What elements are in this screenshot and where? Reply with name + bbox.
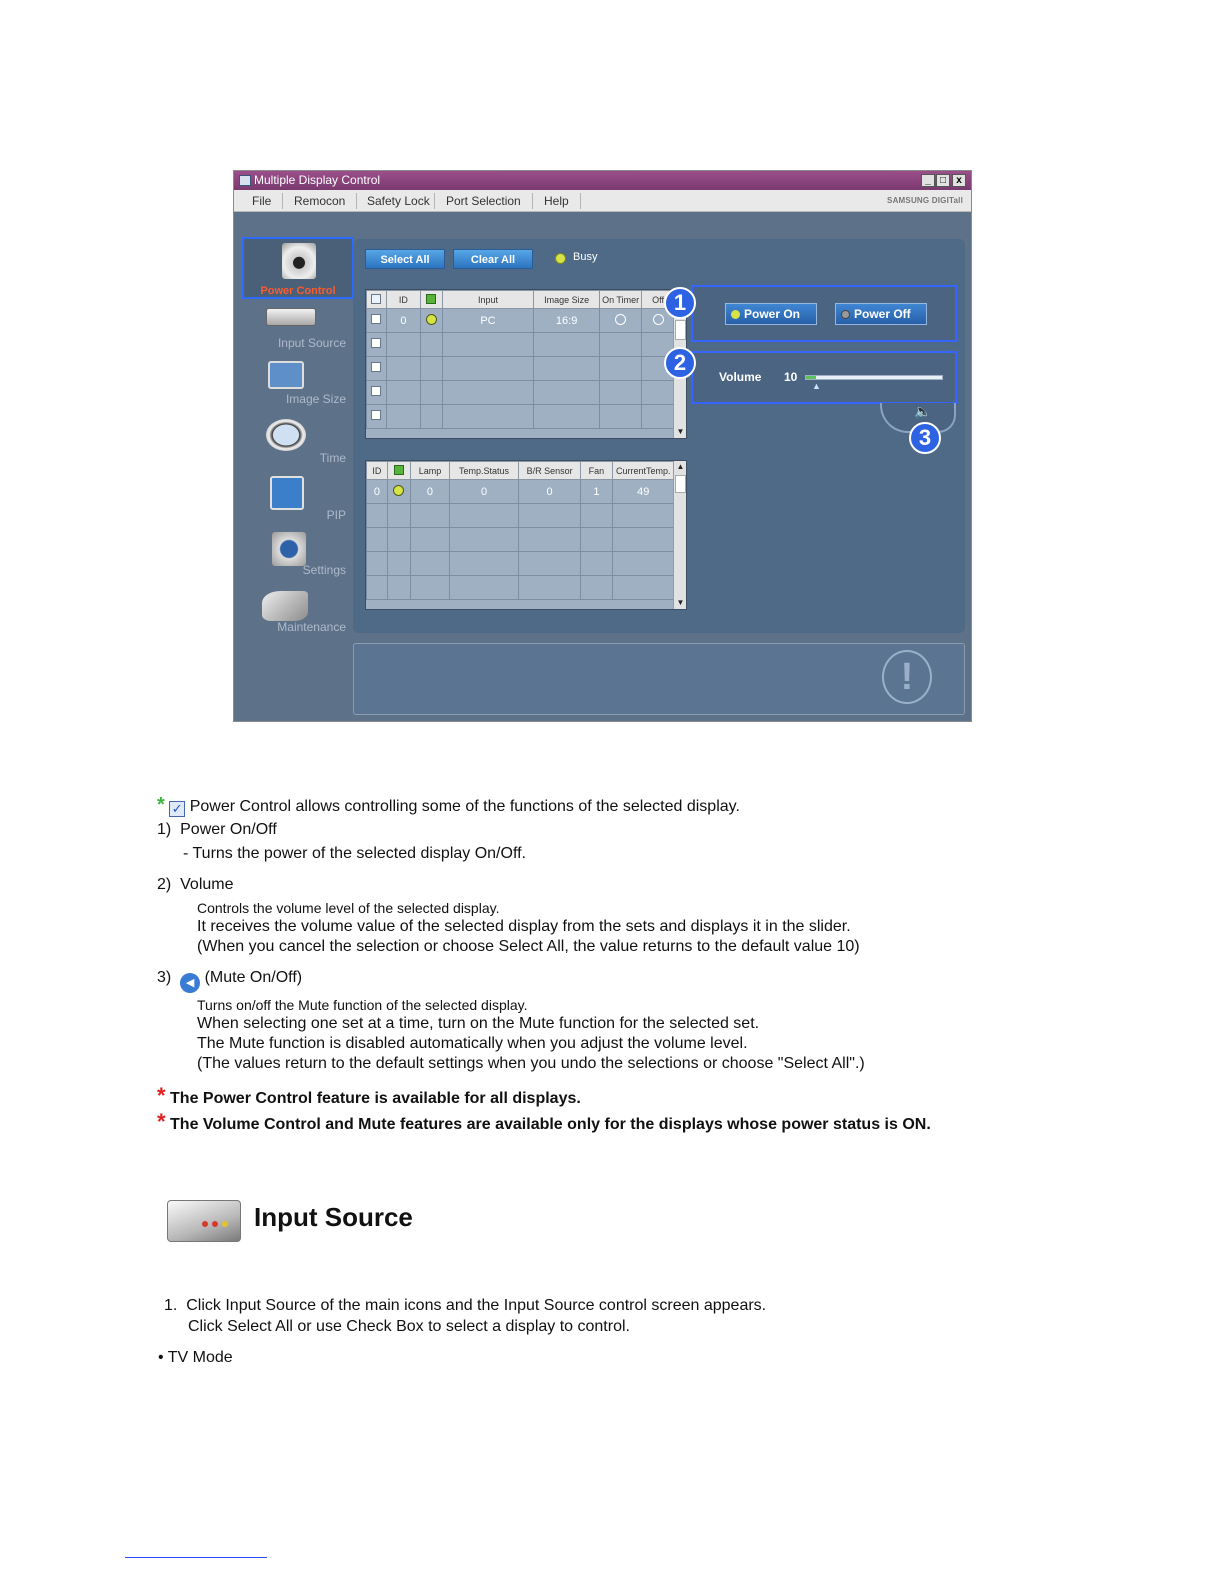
cell-temp-status: 0 xyxy=(450,480,519,504)
col-current-temp: CurrentTemp. xyxy=(612,462,674,480)
speaker-icon[interactable]: 🔈 xyxy=(914,403,932,419)
sidebar-item-image-size[interactable] xyxy=(242,359,354,409)
intro-line xyxy=(157,794,740,817)
select-all-checkbox[interactable] xyxy=(367,291,387,309)
item-2-line-3: (When you cancel the selection or choose Select All, the value returns to the default value 10) xyxy=(197,938,860,955)
app-icon xyxy=(239,175,251,186)
window-title: Multiple Display Control xyxy=(254,173,381,187)
table-row[interactable] xyxy=(367,528,675,552)
cell-image-size: 16:9 xyxy=(534,309,600,333)
green-star-icon: * xyxy=(157,794,165,816)
table-row[interactable] xyxy=(367,357,675,381)
sidebar-item-label: Maintenance xyxy=(277,620,346,634)
item-1-heading xyxy=(157,821,277,839)
item-3-line-1: Turns on/off the Mute function of the selected display. xyxy=(197,997,528,1013)
table-row[interactable] xyxy=(367,381,675,405)
sidebar-item-label: Power Control xyxy=(260,285,336,297)
table-row[interactable] xyxy=(367,333,675,357)
scroll-down-icon[interactable]: ▼ xyxy=(676,427,685,436)
item-number: 2) xyxy=(157,876,172,893)
input-source-section-icon xyxy=(167,1200,241,1242)
bottom-table-scrollbar[interactable] xyxy=(673,461,686,609)
step-text: Click Input Source of the main icons and the Input Source control screen appears. xyxy=(186,1297,767,1314)
maintenance-icon xyxy=(262,591,308,621)
power-on-button[interactable] xyxy=(725,303,817,325)
sidebar-item-label: Image Size xyxy=(285,392,346,406)
col-id: ID xyxy=(386,291,420,309)
table-row[interactable] xyxy=(367,552,675,576)
sidebar-item-label: Time xyxy=(319,451,346,465)
maximize-button[interactable]: □ xyxy=(936,174,950,187)
menu-file[interactable]: File xyxy=(252,194,272,208)
sidebar-item-pip[interactable] xyxy=(242,474,354,524)
mute-speaker-icon: ◀ xyxy=(180,973,200,993)
on-timer-icon xyxy=(615,314,626,325)
clock-icon xyxy=(266,419,306,451)
minimize-button[interactable]: _ xyxy=(921,174,935,187)
item-2-line-1: Controls the volume level of the selected display. xyxy=(197,900,500,916)
cell-br-sensor: 0 xyxy=(518,480,580,504)
input-source-icon xyxy=(266,308,316,326)
sidebar-item-input-source[interactable] xyxy=(242,306,354,352)
note-2 xyxy=(157,1109,931,1135)
scroll-thumb[interactable] xyxy=(675,320,686,340)
cell-fan: 1 xyxy=(581,480,612,504)
row-checkbox[interactable] xyxy=(371,362,381,372)
table-row[interactable] xyxy=(367,405,675,429)
item-1-desc: - Turns the power of the selected display On/Off. xyxy=(183,845,526,862)
note-text: The Volume Control and Mute features are available only for the displays whose power status is ON. xyxy=(170,1116,931,1133)
power-status-icon xyxy=(394,465,404,475)
volume-slider[interactable] xyxy=(805,375,943,380)
menu-port-selection[interactable]: Port Selection xyxy=(446,194,521,208)
section-title: Input Source xyxy=(254,1202,413,1232)
callout-badge-2: 2 xyxy=(664,347,696,379)
item-3-heading xyxy=(157,969,302,993)
item-number: 1) xyxy=(157,821,172,838)
item-title: Power On/Off xyxy=(180,821,277,838)
main-panel xyxy=(353,239,965,633)
table-row[interactable] xyxy=(367,576,675,600)
row-checkbox[interactable] xyxy=(371,314,381,324)
step-1-line-1 xyxy=(164,1297,766,1315)
power-off-button[interactable] xyxy=(835,303,927,325)
power-off-label: Power Off xyxy=(854,307,911,321)
sidebar-item-power-control[interactable] xyxy=(242,237,354,299)
callout-badge-1: 1 xyxy=(664,287,696,319)
item-title: (Mute On/Off) xyxy=(204,969,303,986)
busy-label: Busy xyxy=(573,251,598,263)
display-list-table xyxy=(365,289,687,439)
row-checkbox[interactable] xyxy=(371,386,381,396)
col-off-timer: Off xyxy=(642,291,675,309)
item-3-line-3: The Mute function is disabled automatically when you adjust the volume level. xyxy=(197,1035,748,1052)
power-control-icon xyxy=(282,243,316,279)
item-3-line-4: (The values return to the default settings when you undo the selections or choose "Select All".) xyxy=(197,1055,865,1072)
col-fan: Fan xyxy=(581,462,612,480)
scroll-down-icon[interactable]: ▼ xyxy=(676,598,685,607)
menu-help[interactable]: Help xyxy=(544,194,569,208)
table-header xyxy=(367,462,675,480)
red-star-icon: * xyxy=(157,1083,166,1108)
power-on-dot-icon xyxy=(426,314,437,325)
pip-icon xyxy=(270,476,304,510)
table-row[interactable] xyxy=(367,309,675,333)
cell-id: 0 xyxy=(367,480,388,504)
col-power-icon xyxy=(420,291,442,309)
scroll-thumb[interactable] xyxy=(675,475,686,493)
volume-slider-thumb[interactable]: ▲ xyxy=(812,381,821,391)
item-3-line-2: When selecting one set at a time, turn on the Mute function for the selected set. xyxy=(197,1015,760,1032)
power-status-icon xyxy=(426,294,436,304)
col-temp-status: Temp.Status xyxy=(450,462,519,480)
cell-lamp: 0 xyxy=(410,480,450,504)
col-power-icon xyxy=(387,462,410,480)
sidebar-item-time[interactable] xyxy=(242,417,354,467)
select-all-button[interactable]: Select All xyxy=(365,249,445,269)
cell-id: 0 xyxy=(386,309,420,333)
volume-label: Volume xyxy=(719,370,762,384)
step-1-line-2: Click Select All or use Check Box to select a display to control. xyxy=(188,1318,630,1335)
table-row[interactable] xyxy=(367,504,675,528)
row-checkbox[interactable] xyxy=(371,410,381,420)
cell-input: PC xyxy=(442,309,533,333)
volume-control-group xyxy=(691,351,957,404)
menu-bar xyxy=(234,190,971,212)
settings-icon xyxy=(272,532,306,566)
title-bar xyxy=(234,171,971,190)
col-br-sensor: B/R Sensor xyxy=(518,462,580,480)
sidebar-item-settings[interactable] xyxy=(242,530,354,580)
col-on-timer: On Timer xyxy=(600,291,642,309)
off-timer-icon xyxy=(653,314,664,325)
scroll-up-icon[interactable]: ▲ xyxy=(676,462,685,471)
display-status-table xyxy=(365,460,687,610)
power-on-dot-icon xyxy=(393,485,404,496)
close-button[interactable]: x xyxy=(952,174,966,187)
app-window-screenshot xyxy=(233,170,972,722)
exclamation-icon: ! xyxy=(882,650,932,704)
menu-remocon[interactable]: Remocon xyxy=(294,194,346,208)
sidebar-item-maintenance[interactable] xyxy=(242,587,354,637)
item-title: Volume xyxy=(180,876,234,893)
power-on-dot-icon xyxy=(731,310,740,319)
power-off-dot-icon xyxy=(841,310,850,319)
sidebar-item-label: Input Source xyxy=(277,336,346,350)
col-id: ID xyxy=(367,462,388,480)
item-number: 3) xyxy=(157,969,172,986)
busy-indicator-icon xyxy=(555,253,566,264)
note-1 xyxy=(157,1083,581,1109)
samsung-logo: SAMSUNG DIGITall xyxy=(887,196,963,205)
note-text: The Power Control feature is available for all displays. xyxy=(170,1090,581,1107)
intro-text: Power Control allows controlling some of the functions of the selected display. xyxy=(189,798,740,815)
power-control-group xyxy=(691,285,957,342)
clear-all-button[interactable]: Clear All xyxy=(453,249,533,269)
red-star-icon: * xyxy=(157,1109,166,1134)
checkbox-icon: ✓ xyxy=(169,801,185,817)
volume-slider-fill xyxy=(806,376,816,379)
cell-current-temp: 49 xyxy=(612,480,674,504)
table-row[interactable] xyxy=(367,480,675,504)
table-header xyxy=(367,291,675,309)
power-on-label: Power On xyxy=(744,307,801,321)
col-lamp: Lamp xyxy=(410,462,450,480)
menu-safety-lock[interactable]: Safety Lock xyxy=(367,194,430,208)
item-2-heading xyxy=(157,876,234,894)
step-number: 1. xyxy=(164,1297,178,1314)
col-image-size: Image Size xyxy=(534,291,600,309)
callout-badge-3: 3 xyxy=(909,422,941,454)
sidebar-item-label: PIP xyxy=(326,508,346,522)
row-checkbox[interactable] xyxy=(371,338,381,348)
col-input: Input xyxy=(442,291,533,309)
footer-rule xyxy=(125,1557,267,1558)
sidebar-item-label: Settings xyxy=(302,563,346,577)
item-2-line-2: It receives the volume value of the selected display from the sets and displays it in the slider. xyxy=(197,918,851,935)
bullet-tv-mode: • TV Mode xyxy=(158,1349,233,1366)
message-panel xyxy=(353,643,965,715)
volume-value: 10 xyxy=(784,370,798,384)
image-size-icon xyxy=(268,361,304,389)
